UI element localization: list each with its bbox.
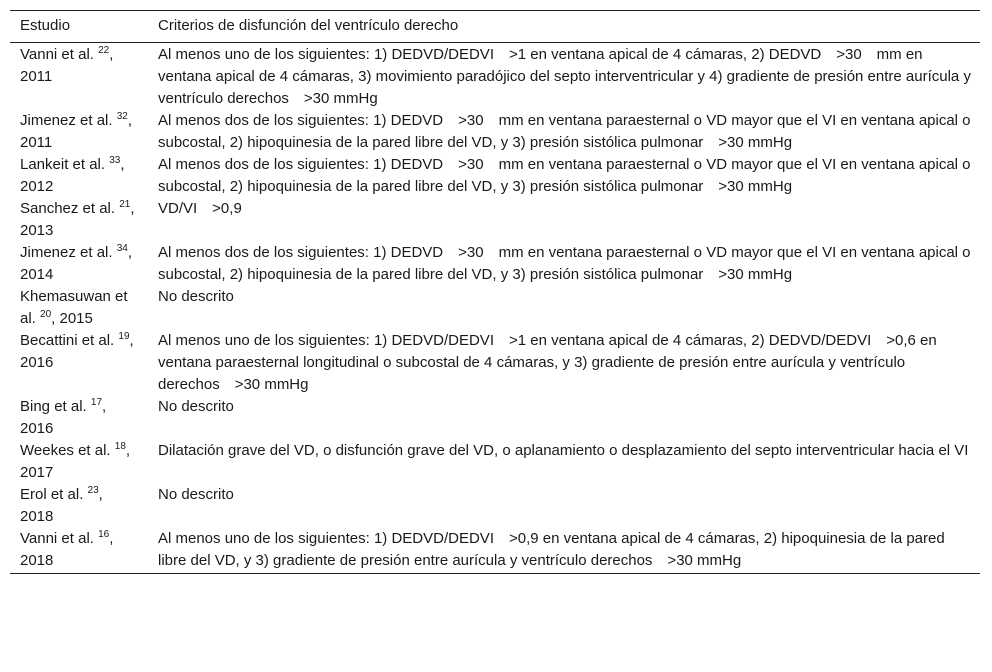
study-cell — [10, 43, 148, 111]
table-row — [10, 330, 980, 396]
study-year: , 2012 — [20, 156, 125, 195]
study-authors: Vanni et al. — [20, 530, 99, 547]
study-year: , 2014 — [20, 244, 133, 283]
study-authors: Erol et al. — [20, 486, 88, 503]
criteria-cell: No descrito — [158, 486, 234, 503]
study-year: , 2018 — [20, 530, 114, 569]
header-criteria: Criterios de disfunción del ventrículo derecho — [148, 11, 980, 43]
study-cell — [10, 110, 148, 154]
table-row — [10, 484, 980, 528]
study-authors: Jimenez et al. — [20, 112, 117, 129]
study-year: , 2016 — [20, 332, 134, 371]
study-reference: 21 — [119, 199, 131, 210]
study-authors: Bing et al. — [20, 398, 91, 415]
criteria-cell: Al menos dos de los siguientes: 1) DEDVD >30 mm en ventana paraesternal o VD mayor que el VI en ventana apical o subcostal, 2) hipoquinesia de la pared libre del VD, y 3) presión sistólica pulmonar >30 mmHg — [158, 244, 971, 283]
study-authors: Becattini et al. — [20, 332, 119, 349]
criteria-cell: Al menos uno de los siguientes: 1) DEDVD/DEDVI >1 en ventana apical de 4 cámaras, 2) DEDVD/DEDVI >0,6 en ventana paraesternal longitudinal o subcostal de 4 cámaras, y 3) gradiente de presión entre aurícula y ventrículo derechos >30 mmHg — [158, 332, 937, 393]
study-year: , 2013 — [20, 200, 135, 239]
study-year: , 2011 — [20, 46, 114, 85]
study-authors: Weekes et al. — [20, 442, 115, 459]
criteria-cell: Al menos uno de los siguientes: 1) DEDVD/DEDVI >0,9 en ventana apical de 4 cámaras, 2) hipoquinesia de la pared libre del VD, y 3) gradiente de presión entre aurícula y ventrículo derechos >30 mmHg — [148, 528, 980, 574]
study-cell — [10, 242, 148, 286]
study-authors: Lankeit et al. — [20, 156, 110, 173]
table-header-row — [10, 11, 980, 43]
study-authors: Khemasuwan et al. — [20, 288, 128, 327]
table-row — [10, 286, 980, 330]
study-reference: 18 — [114, 441, 126, 452]
criteria-cell: Al menos uno de los siguientes: 1) DEDVD/DEDVI >1 en ventana apical de 4 cámaras, 2) DEDVD >30 mm en ventana apical de 4 cámaras, 3) movimiento paradójico del septo interventricular y 4) gradiente de presión entre aurícula y ventrículo derechos >30 mmHg — [158, 46, 971, 107]
table-row — [10, 242, 980, 286]
rv-dysfunction-table — [10, 10, 980, 574]
study-reference: 32 — [116, 111, 128, 122]
study-year: , 2011 — [20, 112, 133, 151]
table-row — [10, 110, 980, 154]
table-row — [10, 396, 980, 440]
criteria-cell: Dilatación grave del VD, o disfunción grave del VD, o aplanamiento o desplazamiento del septo interventricular hacia el VI — [158, 442, 969, 459]
rv-dysfunction-table-container — [10, 10, 980, 574]
table-row — [10, 154, 980, 198]
table-row — [10, 440, 980, 484]
table-row — [10, 43, 980, 111]
table-body — [10, 43, 980, 574]
criteria-cell: No descrito — [158, 288, 234, 305]
header-study: Estudio — [10, 11, 148, 43]
study-cell — [10, 330, 148, 396]
study-year: , 2018 — [20, 486, 103, 525]
study-reference: 20 — [40, 309, 52, 320]
study-cell — [10, 198, 148, 242]
study-reference: 22 — [98, 45, 110, 56]
study-cell — [10, 484, 148, 528]
study-authors: Jimenez et al. — [20, 244, 117, 261]
study-year: , 2016 — [20, 398, 107, 437]
table-row — [10, 528, 980, 574]
study-year: , 2015 — [51, 310, 93, 327]
criteria-cell: VD/VI >0,9 — [158, 200, 242, 217]
study-cell — [10, 396, 148, 440]
study-year: , 2017 — [20, 442, 131, 481]
study-reference: 33 — [109, 155, 121, 166]
study-cell — [10, 154, 148, 198]
study-cell — [10, 440, 148, 484]
study-reference: 17 — [90, 397, 103, 408]
study-cell — [10, 528, 148, 574]
study-authors: Vanni et al. — [20, 46, 99, 63]
study-authors: Sanchez et al. — [20, 200, 120, 217]
study-reference: 19 — [118, 331, 130, 342]
study-reference: 23 — [87, 485, 99, 496]
table-row — [10, 198, 980, 242]
study-reference: 16 — [98, 529, 110, 540]
criteria-cell: Al menos dos de los siguientes: 1) DEDVD >30 mm en ventana paraesternal o VD mayor que el VI en ventana apical o subcostal, 2) hipoquinesia de la pared libre del VD, y 3) presión sistólica pulmonar >30 mmHg — [158, 112, 971, 151]
criteria-cell: Al menos dos de los siguientes: 1) DEDVD >30 mm en ventana paraesternal o VD mayor que el VI en ventana apical o subcostal, 2) hipoquinesia de la pared libre del VD, y 3) presión sistólica pulmonar >30 mmHg — [158, 156, 971, 195]
study-reference: 34 — [116, 243, 128, 254]
criteria-cell: No descrito — [158, 398, 234, 415]
study-cell — [10, 286, 148, 330]
